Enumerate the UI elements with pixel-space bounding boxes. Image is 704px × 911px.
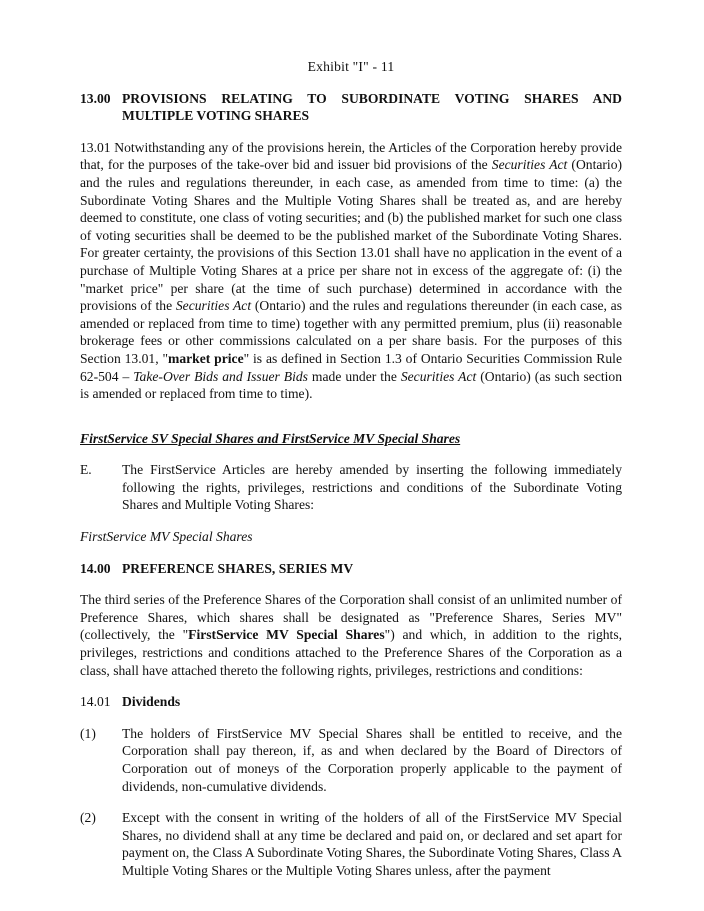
section-13-heading — [80, 90, 622, 125]
item-e-text: The FirstService Articles are hereby amended by inserting the following immediately following the rights, privileges, restrictions and conditions of the Subordinate Voting Shares and Multiple Voting Shares: — [122, 462, 622, 513]
section-13-title-line2: MULTIPLE VOTING SHARES — [122, 108, 310, 124]
item-2-label: (2) — [80, 810, 96, 826]
text-run: (Ontario) (as such section is amended or replaced from time to time). — [80, 368, 623, 402]
text-run: (Ontario) and the rules and regulations thereunder, in each case, as amended from time to time: (a) the Subordinate Voting Shares and the Multiple Voting Shares shall be treated as, and are hereby deemed to constitute, one class of voting securities; and (b) the published market for such one class of voting securities shall be deemed to be the published market of the Subordinate Voting Shares. For greater certainty, the provisions of this Section 13.01 shall have no application in the event of a purchase of Multiple Voting Shares at a price per share not in excess of the aggregate of: (i) the "market price" per share (at the time of such purchase) determined in accordance with the provisions of the — [80, 157, 623, 314]
page-header: Exhibit "I" - 11 — [307, 59, 395, 74]
text-run: made under the — [307, 368, 401, 384]
item-e — [80, 461, 622, 514]
text-run: The third series of the Preference Shares of the Corporation shall consist of an unlimited number of Preference Shares, which shares shall be designated as "Preference Shares, Series MV" (collectively, the " — [80, 592, 622, 643]
item-1-text: The holders of FirstService MV Special Shares shall be entitled to receive, and the Corporation shall pay thereon, if, as and when declared by the Board of Directors of Corporation out of moneys of the Corporation properly applicable to the payment of dividends, non-cumulative dividends. — [122, 725, 622, 794]
item-2 — [80, 809, 622, 879]
text-run: " is as defined in Section 1.3 of Ontario Securities Commission Rule 62-504 – — [80, 350, 622, 384]
section-14-01-title: Dividends — [122, 694, 181, 710]
section-13-number: 13.00 — [80, 90, 111, 106]
section-13-title — [122, 90, 622, 125]
item-e-label: E. — [80, 462, 92, 478]
section-14-number: 14.00 — [80, 560, 111, 576]
text-run: ") and which, in addition to the rights, privileges, restrictions and conditions attached to the Preference Shares of the Corporation as a class, shall have attached thereto the following rights, privileges, restrictions and conditions: — [80, 627, 623, 678]
paragraph-third-series — [80, 591, 622, 679]
text-run-italic: Securities Act — [400, 368, 477, 384]
text-run: 13.01 Notwithstanding any of the provisions herein, the Articles of the Corporation hereby provide that, for the purposes of the take-over bid and issuer bid provisions of the — [80, 139, 622, 173]
text-run-italic: Take-Over Bids and Issuer Bids — [133, 368, 308, 384]
section-14-01-heading — [80, 693, 622, 711]
paragraph-13-01 — [80, 139, 622, 403]
text-run-italic: Securities Act — [491, 157, 568, 173]
item-1-label: (1) — [80, 725, 96, 741]
text-run: (Ontario) and the rules and regulations thereunder (in each case, as amended or replaced from time to time) together with any permitted premium, plus (ii) reasonable brokerage fees or other commissions calculated on a per share basis. For the purposes of this Section 13.01, " — [80, 298, 623, 366]
section-14-title: PREFERENCE SHARES, SERIES MV — [122, 560, 354, 576]
text-run-italic: Securities Act — [175, 298, 252, 314]
firstservice-special-shares-heading: FirstService SV Special Shares and FirstService MV Special Shares — [80, 430, 461, 446]
document-page — [80, 0, 622, 894]
item-1 — [80, 725, 622, 795]
section-14-01-number: 14.01 — [80, 694, 111, 710]
item-2-text: Except with the consent in writing of the holders of all of the FirstService MV Special Shares, no dividend shall at any time be declared and paid on, or declared and set apart for payment on, the Class A Subordinate Voting Shares, the Subordinate Voting Shares, Class A Multiple Voting Shares or the Multiple Voting Shares unless, after the payment — [122, 810, 622, 878]
section-13-title-line1: PROVISIONS RELATING TO SUBORDINATE VOTING SHARES AND — [122, 90, 622, 106]
mv-special-shares-subheading: FirstService MV Special Shares — [80, 529, 253, 545]
text-run-bold: FirstService MV Special Shares — [188, 627, 385, 643]
text-run-bold: market price — [168, 350, 244, 366]
section-14-heading — [80, 560, 622, 578]
